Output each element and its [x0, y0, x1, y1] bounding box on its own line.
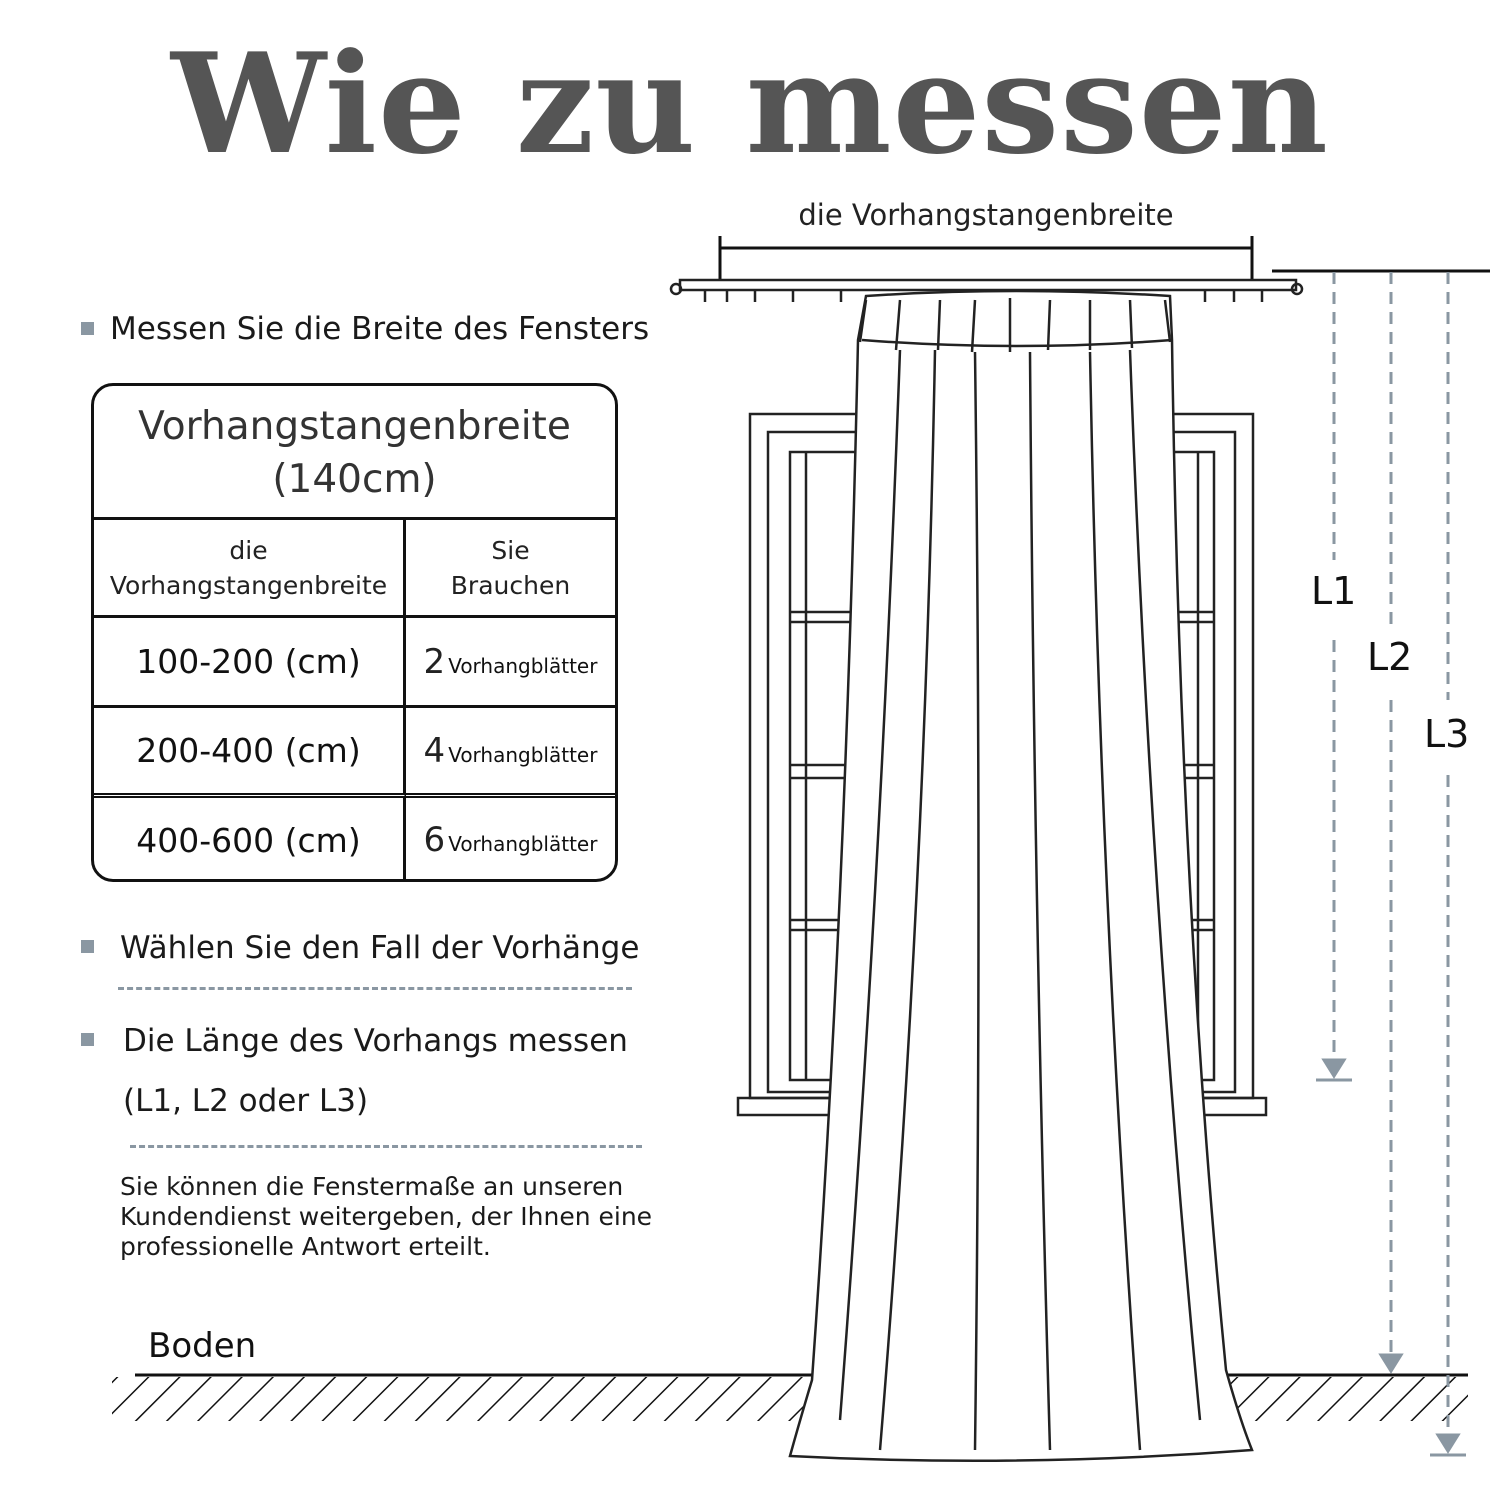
- column-header-line: Brauchen: [450, 570, 571, 600]
- column-header-line: Sie: [491, 535, 530, 565]
- rod-width-label: die Vorhangstangenbreite: [798, 198, 1174, 232]
- panel-unit: Vorhangblätter: [448, 742, 598, 767]
- table-row-range: 200-400 (cm): [94, 708, 406, 798]
- arrow-down-icon: [1381, 1355, 1401, 1371]
- table-header-title: Vorhangstangenbreite: [138, 404, 571, 449]
- panel-count: 2: [423, 641, 446, 682]
- page-title: Wie zu messen: [171, 22, 1329, 185]
- panel-count: 4: [423, 730, 446, 771]
- panel-count: 6: [423, 820, 446, 860]
- step-1-text: Messen Sie die Breite des Fensters: [110, 311, 650, 347]
- arrow-down-icon: [1438, 1435, 1458, 1451]
- step-3-text: Die Länge des Vorhangs messen: [123, 1023, 628, 1059]
- step-2-text: Wählen Sie den Fall der Vorhänge: [120, 930, 640, 966]
- arrow-down-icon: [1324, 1060, 1344, 1076]
- l3-label: L3: [1424, 712, 1470, 756]
- table-header-width: (140cm): [272, 457, 437, 502]
- column-header-line: Vorhangstangenbreite: [109, 570, 388, 600]
- l2-label: L2: [1367, 635, 1413, 679]
- table-row-range: 400-600 (cm): [94, 798, 406, 882]
- table-row-range: 100-200 (cm): [94, 618, 406, 708]
- curtain: [790, 291, 1252, 1461]
- panel-unit: Vorhangblätter: [448, 832, 598, 856]
- floor-label: Boden: [148, 1326, 257, 1366]
- floor-hatching: [112, 1375, 1468, 1421]
- l1-label: L1: [1311, 569, 1357, 613]
- column-header-line: die: [229, 535, 268, 565]
- customer-service-note: Sie können die Fenstermaße an unseren Kundendienst weitergeben, der Ihnen eine professionelle Antwort erteilt.: [120, 1172, 653, 1261]
- step-3-options: (L1, L2 oder L3): [123, 1083, 369, 1119]
- length-dimensions: [1334, 272, 1448, 1435]
- panel-unit: Vorhangblätter: [448, 653, 598, 678]
